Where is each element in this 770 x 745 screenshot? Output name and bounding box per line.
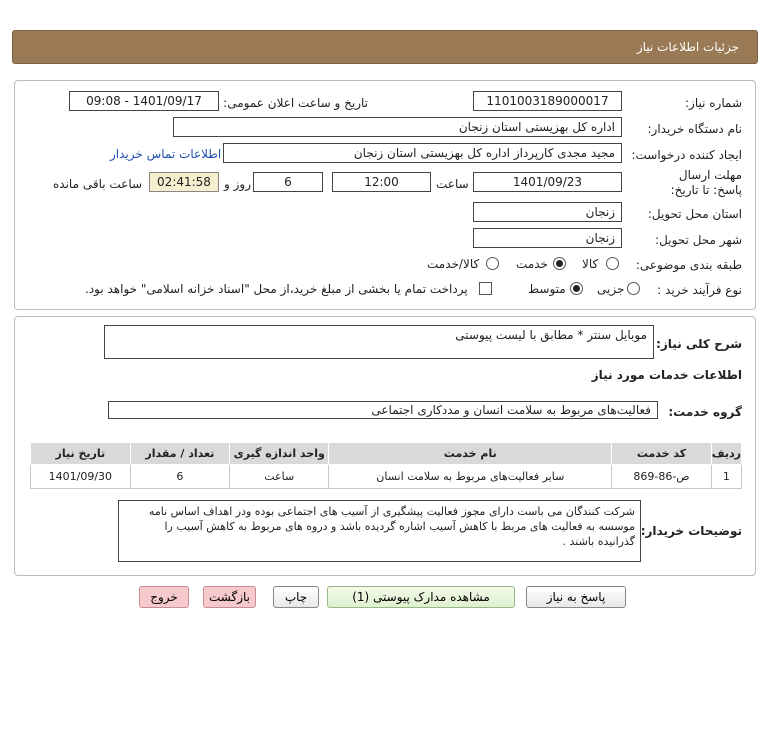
deadline-time-field: 12:00 (332, 172, 431, 192)
col-row-header: ردیف (711, 443, 741, 465)
print-button[interactable]: چاپ (273, 586, 319, 608)
announce-label: تاریخ و ساعت اعلان عمومی: (223, 96, 368, 110)
need-number-label: شماره نیاز: (685, 96, 742, 110)
table-header-row (31, 443, 742, 465)
cell-row: 1 (711, 465, 741, 489)
category-label: طبقه بندی موضوعی: (635, 258, 742, 272)
deadline-label: مهلت ارسال پاسخ: تا تاریخ: (670, 168, 742, 197)
buyer-field: اداره کل بهزیستی استان زنجان (173, 117, 622, 137)
cell-unit: ساعت (230, 465, 329, 489)
category-goods-label: کالا (582, 257, 599, 271)
process-medium-radio[interactable] (570, 282, 583, 295)
description-label: شرح کلی نیاز: (656, 337, 742, 351)
need-info-panel (14, 80, 756, 310)
treasury-payment-checkbox[interactable] (479, 282, 492, 295)
table-row (31, 465, 742, 489)
category-service-radio[interactable] (553, 257, 566, 270)
description-field: موبایل سنتر * مطابق با لیست پیوستی (104, 325, 654, 359)
category-service-label: خدمت (516, 257, 548, 271)
creator-field: مجید مجدی کارپرداز اداره کل بهزیستی استان زنجان (223, 143, 622, 163)
col-date-header: تاریخ نیاز (31, 443, 131, 465)
buyer-notes-label: توضیحات خریدار: (640, 524, 742, 538)
days-label: روز و (224, 177, 251, 191)
deadline-date-field: 1401/09/23 (473, 172, 622, 192)
service-group-field: فعالیت‌های مربوط به سلامت انسان و مددکاری اجتماعی (108, 401, 658, 419)
page-header (12, 30, 758, 64)
page-title: جزئیات اطلاعات نیاز (636, 40, 739, 54)
view-attachments-button[interactable]: مشاهده مدارک پیوستی (1) (327, 586, 515, 608)
category-goods-service-label: کالا/خدمت (427, 257, 480, 271)
cell-qty: 6 (130, 465, 229, 489)
category-goods-service-radio[interactable] (486, 257, 499, 270)
process-label: نوع فرآیند خرید : (657, 283, 742, 297)
need-number-field: 1101003189000017 (473, 91, 622, 111)
service-group-label: گروه خدمت: (668, 405, 742, 419)
remaining-time-field: 02:41:58 (149, 172, 219, 192)
days-field: 6 (253, 172, 323, 192)
exit-button[interactable]: خروج (139, 586, 189, 608)
cell-name: سایر فعالیت‌های مربوط به سلامت انسان (329, 465, 612, 489)
col-name-header: نام خدمت (329, 443, 612, 465)
announce-datetime-field: 1401/09/17 - 09:08 (69, 91, 219, 111)
city-field: زنجان (473, 228, 622, 248)
cell-code: ص-86-869 (612, 465, 712, 489)
buyer-label: نام دستگاه خریدار: (647, 122, 742, 136)
services-title: اطلاعات خدمات مورد نیاز (591, 368, 742, 382)
back-button[interactable]: بازگشت (203, 586, 256, 608)
process-minor-label: جزیی (597, 282, 625, 296)
province-field: زنجان (473, 202, 622, 222)
buyer-notes-field: شرکت کنندگان می باست دارای مجوز فعالیت پیشگیری از آسیب های اجتماعی بوده ودر اهداف اساس نامه موسسه به فعالیت های مربط با کاهش آسیب اشاره گردیده باشد و دروه های مربوط به کاهش آسیب را گذرانیده باشند . (118, 500, 641, 562)
process-minor-radio[interactable] (627, 282, 640, 295)
deadline-time-label: ساعت (436, 177, 469, 191)
province-label: استان محل تحویل: (647, 207, 742, 221)
services-table (30, 442, 742, 489)
col-code-header: کد خدمت (612, 443, 712, 465)
creator-label: ایجاد کننده درخواست: (631, 148, 742, 162)
treasury-payment-note: پرداخت تمام یا بخشی از مبلغ خرید،از محل "اسناد خزانه اسلامی" خواهد بود. (85, 282, 468, 296)
col-unit-header: واحد اندازه گیری (230, 443, 329, 465)
remaining-label: ساعت باقی مانده (53, 177, 143, 191)
city-label: شهر محل تحویل: (655, 233, 742, 247)
cell-date: 1401/09/30 (31, 465, 131, 489)
process-medium-label: متوسط (528, 282, 566, 296)
reply-button[interactable]: پاسخ به نیاز (526, 586, 626, 608)
category-goods-radio[interactable] (606, 257, 619, 270)
contact-buyer-link[interactable]: اطلاعات تماس خریدار (110, 147, 222, 161)
col-qty-header: تعداد / مقدار (130, 443, 229, 465)
